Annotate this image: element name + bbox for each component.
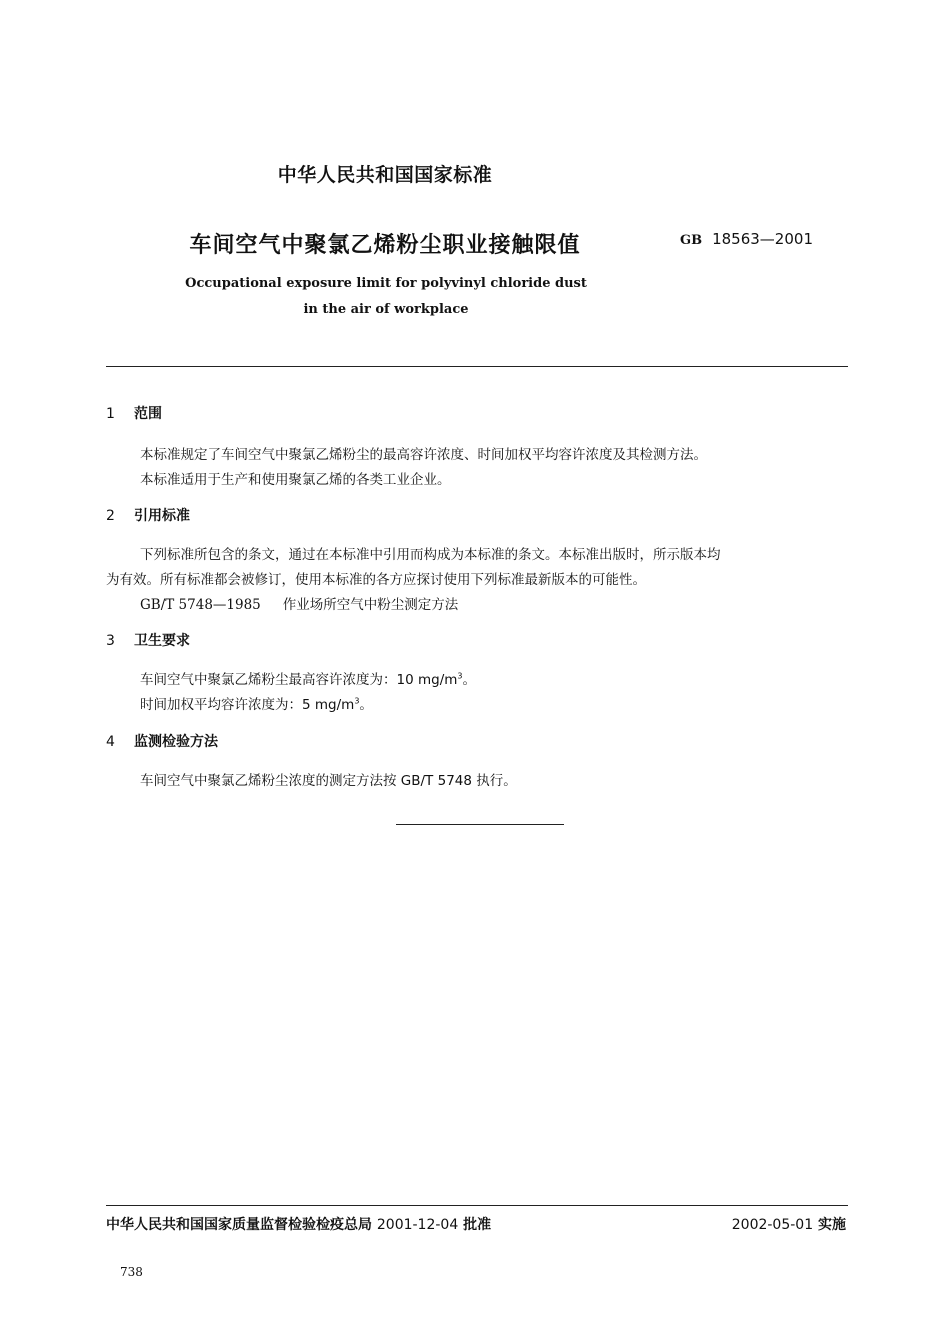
section-2-paragraph-2: 为有效。所有标准都会被修订，使用本标准的各方应探讨使用下列标准最新版本的可能性。 <box>106 572 646 588</box>
reference-code: GB/T 5748—1985 <box>140 597 261 613</box>
section-1-heading <box>106 403 162 423</box>
section-title: 卫生要求 <box>134 633 190 649</box>
approve-date: 2001-12-04 <box>376 1217 459 1233</box>
unit-exponent: 3 <box>354 696 360 706</box>
header-divider <box>106 366 848 367</box>
section-title: 范围 <box>134 406 162 422</box>
end-mark: 。 <box>462 672 476 688</box>
effective-date: 2002-05-01 <box>731 1217 814 1233</box>
section-3-heading <box>106 630 190 650</box>
section-1-paragraph-1: 本标准规定了车间空气中聚氯乙烯粉尘的最高容许浓度、时间加权平均容许浓度及其检测方法。 <box>140 447 707 463</box>
section-title: 监测检验方法 <box>134 734 218 750</box>
requirement-max-concentration <box>140 668 476 688</box>
effective-label: 实施 <box>818 1217 846 1233</box>
reference-title: 作业场所空气中粉尘测定方法 <box>282 597 459 613</box>
section-number: 3 <box>106 633 115 649</box>
requirement-twa-concentration <box>140 693 373 713</box>
section-title: 引用标准 <box>134 508 190 524</box>
standard-code-number: 18563—2001 <box>712 230 813 248</box>
end-of-text-rule <box>396 824 564 825</box>
standard-code <box>680 230 813 248</box>
section-1-paragraph-2: 本标准适用于生产和使用聚氯乙烯的各类工业企业。 <box>140 472 451 488</box>
standard-title-en-line1: Occupational exposure limit for polyvinyl chloride dust <box>185 276 587 291</box>
section-2-paragraph-1: 下列标准所包含的条文，通过在本标准中引用而构成为本标准的条文。本标准出版时，所示版本均 <box>140 547 721 563</box>
standard-title-cn: 车间空气中聚氯乙烯粉尘职业接触限值 <box>189 233 581 258</box>
approve-label: 批准 <box>463 1217 492 1233</box>
section-4-paragraph-1: 车间空气中聚氯乙烯粉尘浓度的测定方法按 GB/T 5748 执行。 <box>140 773 517 789</box>
standard-code-prefix: GB <box>680 233 703 248</box>
section-2-heading <box>106 505 190 525</box>
standard-title-en-line2: in the air of workplace <box>303 302 469 317</box>
unit-exponent: 3 <box>457 671 463 681</box>
issuer: 中华人民共和国国家质量监督检验检疫总局 <box>106 1217 372 1233</box>
reference-standard-line <box>140 593 458 613</box>
requirement-text: 时间加权平均容许浓度为：5 mg/m <box>140 697 355 713</box>
approval-line <box>106 1214 491 1234</box>
section-4-heading <box>106 731 218 751</box>
effective-line <box>732 1214 846 1234</box>
requirement-text: 车间空气中聚氯乙烯粉尘最高容许浓度为：10 mg/m <box>140 672 458 688</box>
national-standard-heading: 中华人民共和国国家标准 <box>277 164 493 186</box>
section-number: 2 <box>106 508 115 524</box>
footer-divider <box>106 1205 848 1206</box>
section-number: 4 <box>106 734 115 750</box>
section-number: 1 <box>106 406 115 422</box>
page-number: 738 <box>120 1265 143 1279</box>
end-mark: 。 <box>359 697 373 713</box>
